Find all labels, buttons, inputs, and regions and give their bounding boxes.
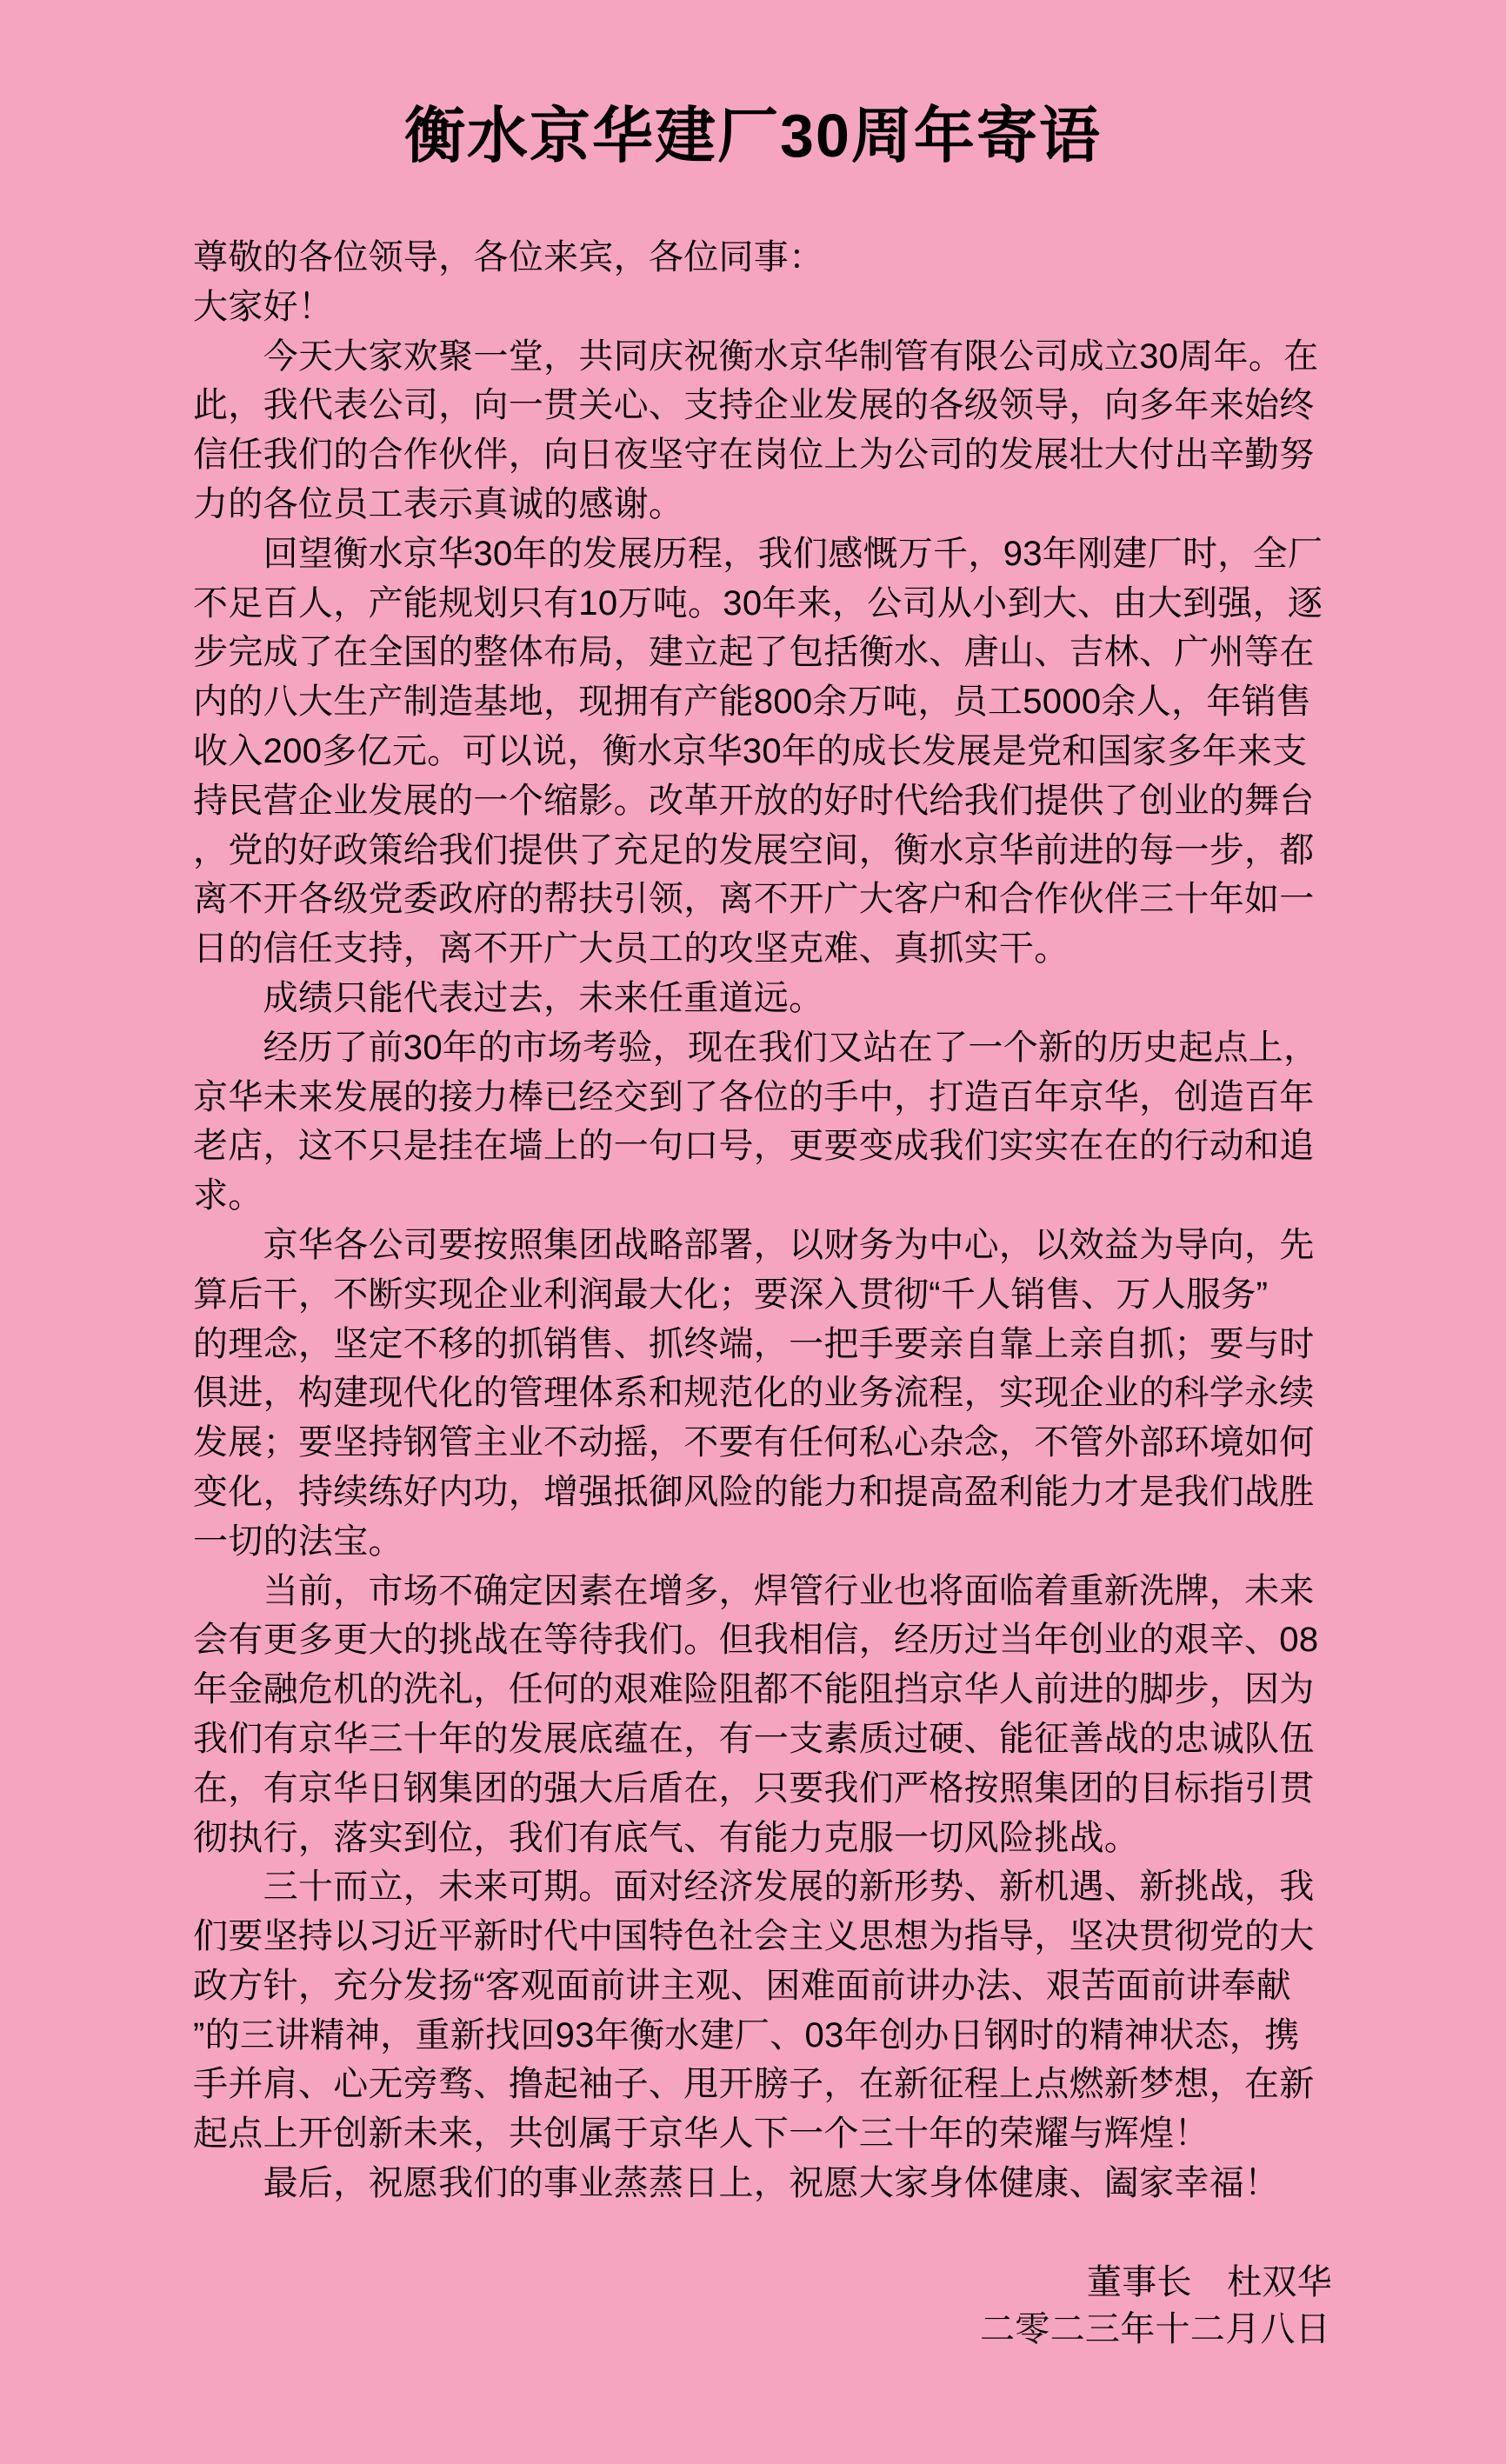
text-line: 彻执行，落实到位，我们有底气、有能力克服一切风险挑战。 xyxy=(193,1818,1140,1857)
text-line: 回望衡水京华30年的发展历程，我们感慨万千，93年刚建厂时，全厂 xyxy=(193,534,1323,573)
text-line: 发展；要坚持钢管主业不动摇，不要有任何私心杂念，不管外部环境如何 xyxy=(193,1423,1315,1462)
text-line: 此，我代表公司，向一贯关心、支持企业发展的各级领导，向多年来始终 xyxy=(193,386,1315,425)
text-line: 变化，持续练好内功，增强抵御风险的能力和提高盈利能力才是我们战胜 xyxy=(193,1472,1315,1511)
text-line: 求。 xyxy=(193,1176,263,1215)
text-line: 算后干，不断实现企业利润最大化；要深入贯彻“千人销售、万人服务” xyxy=(193,1275,1269,1314)
text-line: 最后，祝愿我们的事业蒸蒸日上，祝愿大家身体健康、阖家幸福！ xyxy=(193,2164,1280,2203)
text-line: 持民营企业发展的一个缩影。改革开放的好时代给我们提供了创业的舞台 xyxy=(193,781,1315,820)
text-line: 尊敬的各位领导，各位来宾，各位同事： xyxy=(193,238,824,276)
text-line: 手并肩、心无旁骛、撸起袖子、甩开膀子，在新征程上点燃新梦想，在新 xyxy=(193,2065,1315,2104)
text-line: 力的各位员工表示真诚的感谢。 xyxy=(193,484,684,523)
text-line: 日的信任支持，离不开广大员工的攻坚克难、真抓实干。 xyxy=(193,929,1070,969)
text-line: 三十而立，未来可期。面对经济发展的新形势、新机遇、新挑战，我 xyxy=(193,1868,1315,1907)
text-line: 在，有京华日钢集团的强大后盾在，只要我们严格按照集团的目标指引贯 xyxy=(193,1768,1315,1808)
text-line: 会有更多更大的挑战在等待我们。但我相信，经历过当年创业的艰辛、08 xyxy=(193,1621,1319,1660)
text-line: 不足百人，产能规划只有10万吨。30年来，公司从小到大、由大到强，逐 xyxy=(193,583,1323,623)
text-line: 成绩只能代表过去，未来任重道远。 xyxy=(193,978,824,1017)
text-line: 当前，市场不确定因素在增多，焊管行业也将面临着重新洗牌，未来 xyxy=(193,1571,1315,1610)
text-line: 经历了前30年的市场考验，现在我们又站在了一个新的历史起点上， xyxy=(193,1028,1319,1067)
text-line: 们要坚持以习近平新时代中国特色社会主义思想为指导，坚决贯彻党的大 xyxy=(193,1917,1315,1956)
text-line: 京华各公司要按照集团战略部署，以财务为中心，以效益为导向，先 xyxy=(193,1225,1315,1264)
text-line: 的理念，坚定不移的抓销售、抓终端，一把手要亲自靠上亲自抓；要与时 xyxy=(193,1324,1315,1363)
text-line: 我们有京华三十年的发展底蕴在，有一支素质过硬、能征善战的忠诚队伍 xyxy=(193,1719,1315,1758)
text-line: 起点上开创新未来，共创属于京华人下一个三十年的荣耀与辉煌！ xyxy=(193,2114,1209,2154)
date-line: 二零二三年十二月八日 xyxy=(980,2310,1330,2348)
text-line: 京华未来发展的接力棒已经交到了各位的手中，打造百年京华，创造百年 xyxy=(193,1077,1315,1116)
text-line: 大家好！ xyxy=(193,287,334,326)
text-line: 信任我们的合作伙伴，向日夜坚守在岗位上为公司的发展壮大付出辛勤努 xyxy=(193,436,1315,475)
text-line: 步完成了在全国的整体布局，建立起了包括衡水、唐山、吉林、广州等在 xyxy=(193,633,1315,672)
signature-line: 董事长 杜双华 xyxy=(1086,2263,1332,2301)
text-line: 一切的法宝。 xyxy=(193,1522,403,1561)
text-line: 今天大家欢聚一堂，共同庆祝衡水京华制管有限公司成立30周年。在 xyxy=(193,336,1319,376)
text-line: 老店，这不只是挂在墙上的一句口号，更要变成我们实实在在的行动和追 xyxy=(193,1127,1315,1166)
text-line: 政方针，充分发扬“客观面前讲主观、困难面前讲办法、艰苦面前讲奉献 xyxy=(193,1966,1291,2005)
text-line: 收入200多亿元。可以说，衡水京华30年的成长发展是党和国家多年来支 xyxy=(193,731,1308,770)
text-line: 俱进，构建现代化的管理体系和规范化的业务流程，实现企业的科学永续 xyxy=(193,1374,1315,1413)
text-line: 年金融危机的洗礼，任何的艰难险阻都不能阻挡京华人前进的脚步，因为 xyxy=(193,1670,1315,1709)
text-line: ”的三讲精神，重新找回93年衡水建厂、03年创办日钢时的精神状态，携 xyxy=(193,2015,1300,2054)
text-line: 内的八大生产制造基地，现拥有产能800余万吨，员工5000余人，年销售 xyxy=(193,683,1312,722)
page-title: 衡水京华建厂30周年寄语 xyxy=(404,102,1102,170)
document-body xyxy=(193,233,1323,2208)
text-line: 离不开各级党委政府的帮扶引领，离不开广大客户和合作伙伴三十年如一 xyxy=(193,880,1315,919)
text-line: ，党的好政策给我们提供了充足的发展空间，衡水京华前进的每一步，都 xyxy=(193,830,1315,869)
